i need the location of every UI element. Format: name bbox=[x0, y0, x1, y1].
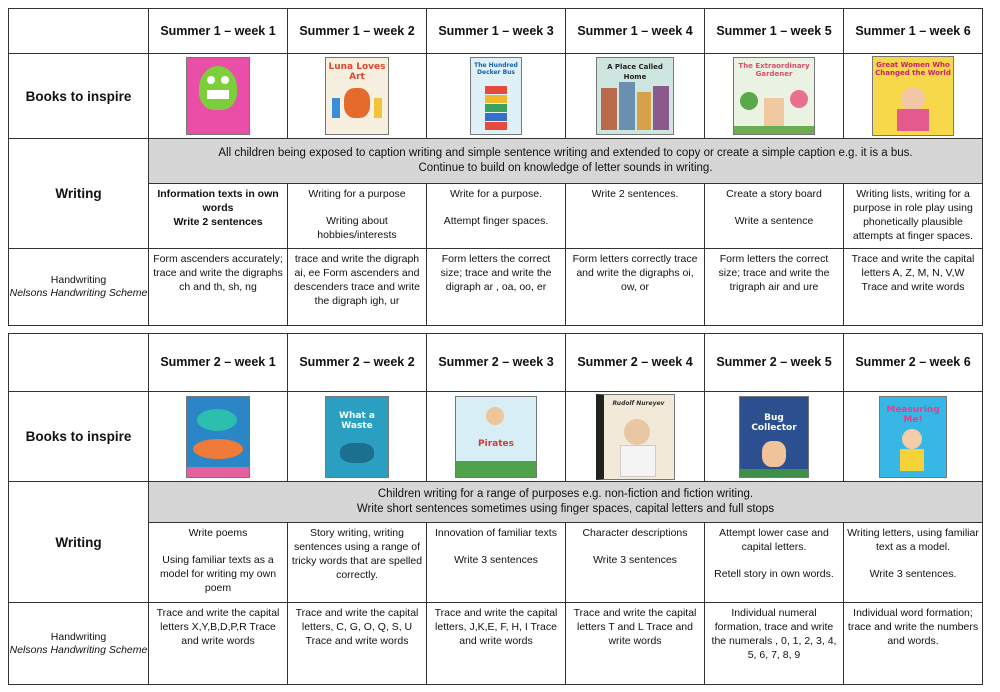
handwriting-cell: Trace and write the capital letters T and L Trace and write words bbox=[566, 603, 705, 685]
week-header: Summer 2 – week 3 bbox=[427, 334, 566, 392]
writing-text: Attempt lower case and capital letters. bbox=[719, 527, 829, 553]
books-label: Books to inspire bbox=[9, 392, 149, 482]
writing-cell bbox=[844, 184, 983, 249]
week-header: Summer 2 – week 6 bbox=[844, 334, 983, 392]
writing-text: Write 3 sentences bbox=[593, 554, 677, 566]
handwriting-scheme-text: Nelsons Handwriting Scheme bbox=[9, 643, 148, 656]
book-title: Rudolf Nureyev bbox=[612, 399, 665, 407]
week-header: Summer 2 – week 4 bbox=[566, 334, 705, 392]
writing-text: Writing for a purpose bbox=[308, 188, 406, 200]
writing-cell bbox=[705, 184, 844, 249]
book-cell bbox=[427, 54, 566, 139]
handwriting-cell: Individual numeral formation, trace and write the numerals , 0, 1, 2, 3, 4, 5, 6, 7, 8, 9 bbox=[705, 603, 844, 685]
writing-text: Information texts in own words bbox=[157, 188, 279, 214]
book-cell bbox=[705, 54, 844, 139]
book-cover-image bbox=[455, 396, 537, 478]
summer-2-table bbox=[8, 333, 983, 685]
handwriting-cell: trace and write the digraph ai, ee Form ascenders and descenders trace and write the digraph igh, ur bbox=[288, 249, 427, 326]
handwriting-cell: Trace and write the capital letters, C, G, O, Q, S, U Trace and write words bbox=[288, 603, 427, 685]
book-cover-image bbox=[186, 57, 250, 135]
week-header: Summer 2 – week 1 bbox=[149, 334, 288, 392]
writing-label: Writing bbox=[9, 482, 149, 603]
handwriting-label-text: Handwriting bbox=[50, 630, 107, 643]
book-cover-image bbox=[596, 57, 674, 135]
handwriting-cell: Trace and write the capital letters X,Y,B,D,P,R Trace and write words bbox=[149, 603, 288, 685]
handwriting-label bbox=[9, 249, 149, 326]
book-title: The Extraordinary Gardener bbox=[738, 62, 810, 78]
book-title: A Place Called Home bbox=[607, 63, 663, 81]
writing-cell bbox=[427, 523, 566, 603]
writing-text: Using familiar texts as a model for writing my own poem bbox=[159, 554, 277, 594]
book-title: Bug Collector bbox=[751, 412, 797, 433]
book-cell bbox=[149, 54, 288, 139]
writing-cell bbox=[149, 523, 288, 603]
book-cover-image bbox=[186, 396, 250, 478]
handwriting-scheme-text: Nelsons Handwriting Scheme bbox=[9, 287, 148, 299]
writing-cell bbox=[844, 523, 983, 603]
week-header: Summer 1 – week 2 bbox=[288, 9, 427, 54]
banner-line: Continue to build on knowledge of letter sounds in writing. bbox=[418, 162, 713, 174]
handwriting-cell: Form letters correctly trace and write the digraphs oi, ow, or bbox=[566, 249, 705, 326]
writing-text: Write 2 sentences. bbox=[591, 188, 679, 200]
handwriting-cell: Individual word formation; trace and write the numbers and words. bbox=[844, 603, 983, 685]
book-cell bbox=[149, 392, 288, 482]
book-title: Great Women Who Changed the World bbox=[875, 61, 951, 77]
handwriting-label-text: Handwriting bbox=[50, 274, 107, 286]
writing-text: Write for a purpose. bbox=[449, 188, 542, 200]
writing-text: Attempt finger spaces. bbox=[443, 215, 549, 227]
book-cover-image bbox=[325, 57, 389, 135]
writing-text: Write 3 sentences bbox=[454, 554, 538, 566]
handwriting-cell: Form ascenders accurately; trace and write the digraphs ch and th, sh, ng bbox=[149, 249, 288, 326]
handwriting-cell: Trace and write the capital letters A, Z, M, N, V,W Trace and write words bbox=[844, 249, 983, 326]
summer-1-table bbox=[8, 8, 983, 326]
handwriting-cell: Form letters the correct size; trace and write the digraph ar , oa, oo, er bbox=[427, 249, 566, 326]
handwriting-cell: Form letters the correct size; trace and write the trigraph air and ure bbox=[705, 249, 844, 326]
book-title: Pirates bbox=[478, 438, 514, 449]
book-cell bbox=[566, 54, 705, 139]
handwriting-cell: Trace and write the capital letters, J,K,E, F, H, I Trace and write words bbox=[427, 603, 566, 685]
book-cover-image bbox=[596, 394, 675, 480]
week-header: Summer 2 – week 2 bbox=[288, 334, 427, 392]
banner-line: Children writing for a range of purposes e.g. non-fiction and fiction writing. bbox=[377, 488, 754, 500]
writing-text: Writing lists, writing for a purpose in role play using phonetically plausible attempts at finger spaces. bbox=[852, 188, 974, 242]
book-cell bbox=[705, 392, 844, 482]
book-cell bbox=[288, 54, 427, 139]
week-header: Summer 1 – week 3 bbox=[427, 9, 566, 54]
writing-text: Write 2 sentences bbox=[173, 216, 263, 228]
writing-cell bbox=[288, 184, 427, 249]
book-cell bbox=[566, 392, 705, 482]
book-cover-image bbox=[325, 396, 389, 478]
writing-text: Innovation of familiar texts bbox=[435, 527, 557, 539]
week-header: Summer 1 – week 5 bbox=[705, 9, 844, 54]
book-cover-image bbox=[470, 57, 522, 135]
week-header: Summer 1 – week 1 bbox=[149, 9, 288, 54]
writing-text: Character descriptions bbox=[582, 527, 688, 539]
writing-text: Create a story board bbox=[726, 188, 822, 200]
writing-text: Write poems bbox=[188, 527, 248, 539]
writing-text: Writing about hobbies/interests bbox=[317, 215, 397, 241]
book-cover-image bbox=[879, 396, 947, 478]
writing-cell bbox=[149, 184, 288, 249]
banner-line: All children being exposed to caption writing and simple sentence writing and extended to copy or create a simple caption e.g. it is a bus. bbox=[218, 147, 913, 159]
writing-cell bbox=[566, 523, 705, 603]
handwriting-label bbox=[9, 603, 149, 685]
writing-text: Story writing, writing sentences using a range of tricky words that are spelled correctly. bbox=[291, 527, 423, 581]
book-title: What a Waste bbox=[339, 410, 375, 431]
week-header: Summer 2 – week 5 bbox=[705, 334, 844, 392]
writing-cell bbox=[427, 184, 566, 249]
writing-cell bbox=[288, 523, 427, 603]
writing-text: Write a sentence bbox=[734, 215, 814, 227]
book-cell bbox=[427, 392, 566, 482]
book-title: Measuring Me! bbox=[886, 404, 940, 425]
writing-banner bbox=[149, 482, 983, 523]
header-corner bbox=[9, 9, 149, 54]
writing-text: Writing letters, using familiar text as a model. bbox=[847, 527, 979, 553]
header-corner bbox=[9, 334, 149, 392]
book-title: The Hundred Decker Bus bbox=[474, 62, 518, 76]
book-title: Luna Loves Art bbox=[328, 62, 386, 82]
banner-line: Write short sentences sometimes using finger spaces, capital letters and full stops bbox=[356, 503, 775, 515]
book-cover-image bbox=[733, 57, 815, 135]
book-cell bbox=[844, 54, 983, 139]
book-cover-image bbox=[872, 56, 954, 136]
writing-cell bbox=[705, 523, 844, 603]
writing-cell bbox=[566, 184, 705, 249]
writing-text: Write 3 sentences. bbox=[869, 568, 957, 580]
week-header: Summer 1 – week 4 bbox=[566, 9, 705, 54]
writing-label: Writing bbox=[9, 139, 149, 249]
writing-banner bbox=[149, 139, 983, 184]
book-cover-image bbox=[739, 396, 809, 478]
book-cell bbox=[844, 392, 983, 482]
writing-text: Retell story in own words. bbox=[714, 568, 834, 580]
books-label: Books to inspire bbox=[9, 54, 149, 139]
book-cell bbox=[288, 392, 427, 482]
week-header: Summer 1 – week 6 bbox=[844, 9, 983, 54]
